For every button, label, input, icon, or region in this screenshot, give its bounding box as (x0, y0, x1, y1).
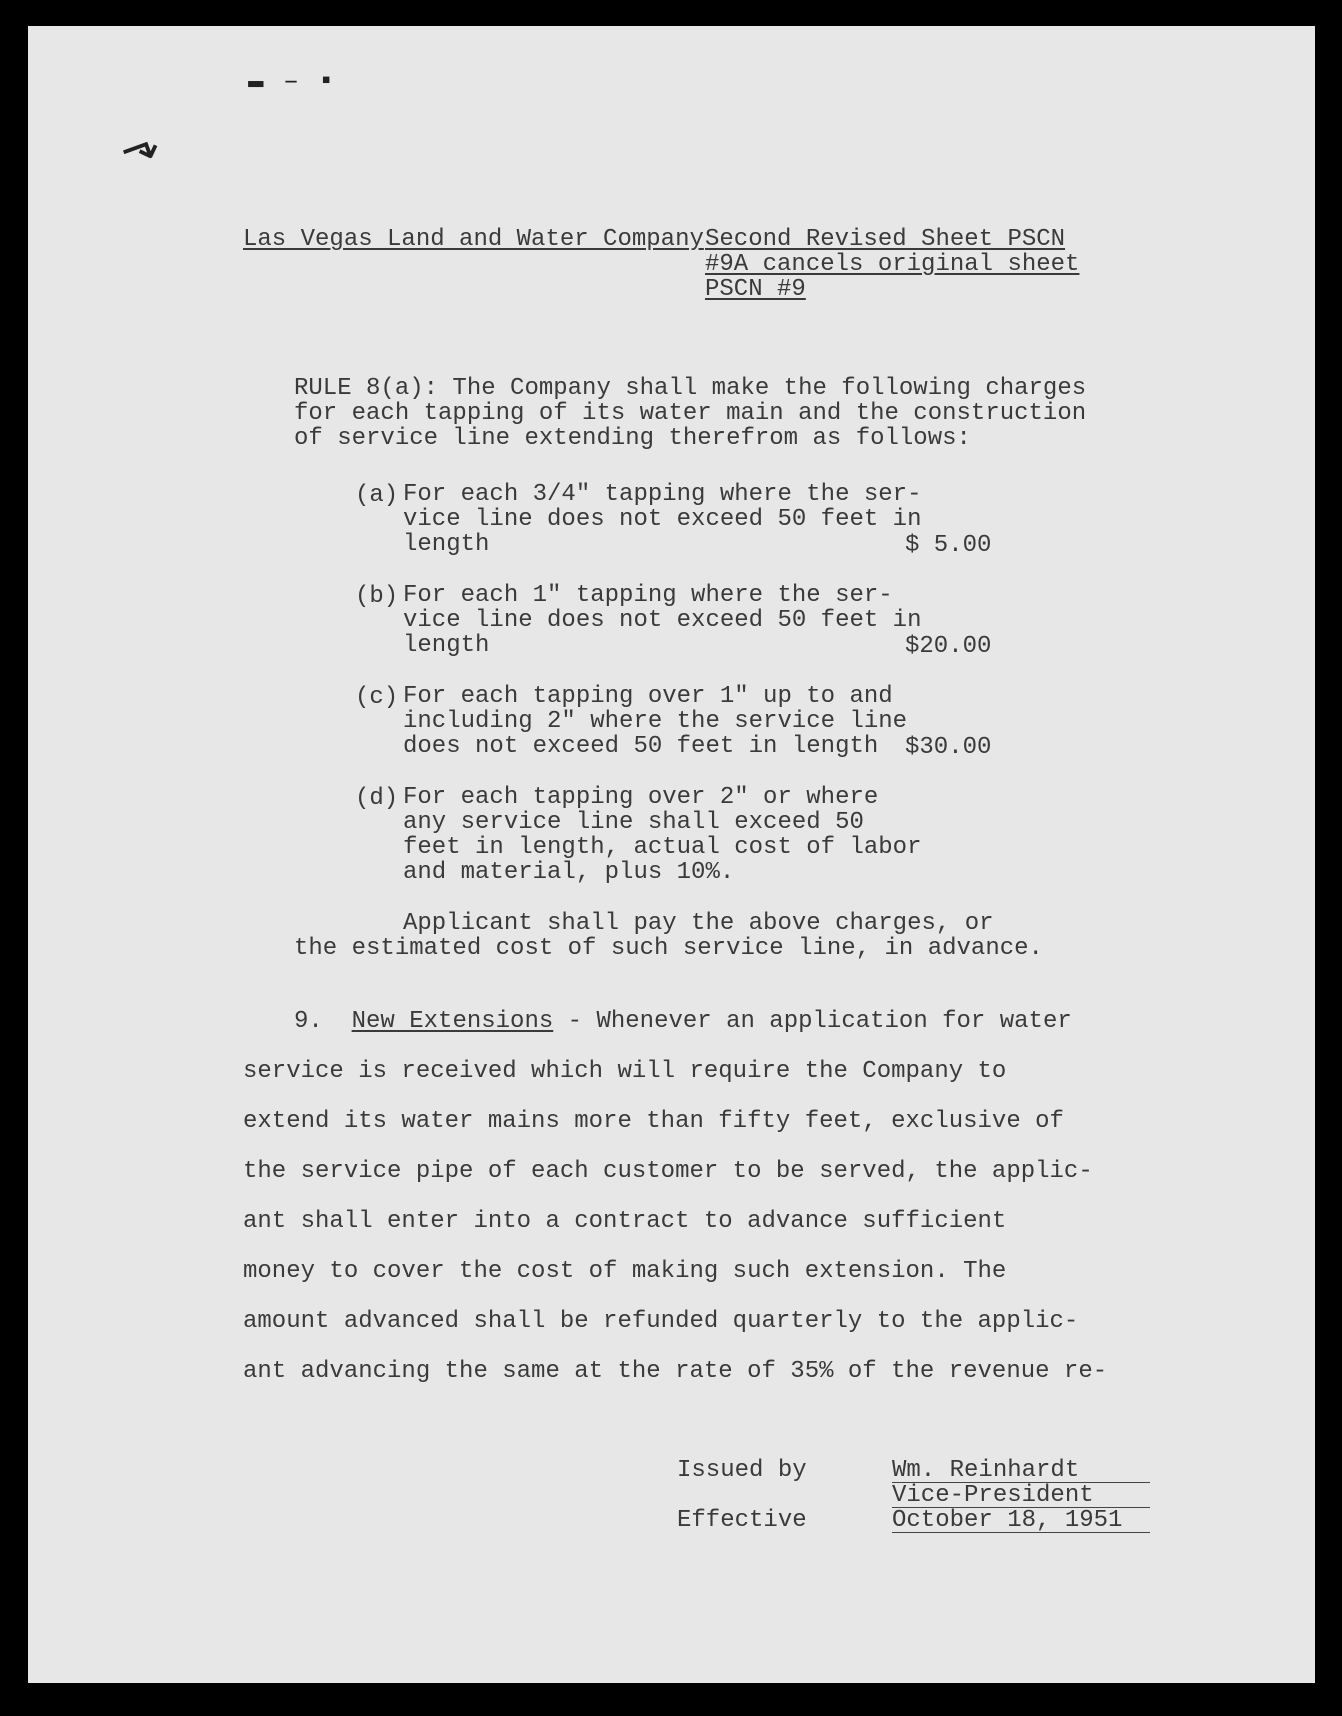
extensions-first-line (294, 1009, 1072, 1034)
stray-mark-corner: ⬎ (113, 117, 168, 180)
item-d-line: and material, plus 10%. (403, 859, 735, 886)
issued-by-name-blank (892, 1458, 1150, 1483)
item-c-line: does not exceed 50 feet in length (403, 733, 879, 760)
item-a-label: (a) (355, 482, 399, 509)
issuer-title (892, 1483, 1150, 1508)
extensions-line: money to cover the cost of making such extension. The (243, 1258, 1007, 1285)
item-a-line: For each 3/4" tapping where the ser- (403, 481, 922, 508)
advance-note-line-1: Applicant shall pay the above charges, or (403, 910, 994, 937)
sheet-line-3: PSCN #9 (705, 276, 806, 303)
item-c-line: including 2" where the service line (403, 708, 908, 735)
sheet-line-2: #9A cancels original sheet (705, 251, 1080, 278)
extensions-line: extend its water mains more than fifty feet, exclusive of (243, 1108, 1064, 1135)
item-a-price: $ 5.00 (905, 532, 992, 559)
extensions-first-line-rest: - Whenever an application for water (553, 1008, 1072, 1035)
item-b-line: For each 1" tapping where the ser- (403, 582, 893, 609)
document-page (28, 26, 1315, 1683)
item-d-line: For each tapping over 2" or where (403, 784, 879, 811)
item-b-line: vice line does not exceed 50 feet in (403, 607, 922, 634)
rule-line-1: RULE 8(a): The Company shall make the following charges (294, 375, 1087, 402)
item-d-line: feet in length, actual cost of labor (403, 834, 922, 861)
issued-by-name (892, 1458, 1150, 1483)
issued-by-name-text: Wm. Reinhardt (892, 1457, 1080, 1484)
rule-line-3: of service line extending therefrom as follows: (294, 425, 971, 452)
effective-date (892, 1508, 1150, 1533)
stray-mark-dash: ▬ ‒ ▪ (248, 66, 337, 96)
item-c-line: For each tapping over 1" up to and (403, 683, 893, 710)
issuer-title-text: Vice-President (892, 1482, 1094, 1509)
item-a-line: length (403, 531, 490, 558)
rule-line-2: for each tapping of its water main and the construction (294, 400, 1087, 427)
effective-date-text: October 18, 1951 (892, 1507, 1123, 1534)
item-b-label: (b) (355, 583, 399, 610)
company-name: Las Vegas Land and Water Company (243, 226, 704, 253)
item-b-line: length (403, 632, 490, 659)
extensions-heading: New Extensions (351, 1008, 554, 1035)
extensions-number: 9. (294, 1008, 323, 1035)
extensions-line: the service pipe of each customer to be served, the applic- (243, 1158, 1093, 1185)
item-c-label: (c) (355, 684, 399, 711)
extensions-line: ant shall enter into a contract to advance sufficient (243, 1208, 1007, 1235)
extensions-line: service is received which will require the Company to (243, 1058, 1007, 1085)
item-d-line: any service line shall exceed 50 (403, 809, 864, 836)
issued-by-label: Issued by (677, 1457, 807, 1484)
extensions-line: amount advanced shall be refunded quarterly to the applic- (243, 1308, 1079, 1335)
sheet-line-1: Second Revised Sheet PSCN (705, 226, 1066, 253)
item-d-label: (d) (355, 785, 399, 812)
effective-date-blank (892, 1508, 1150, 1533)
item-b-price: $20.00 (905, 633, 992, 660)
issuer-title-blank (892, 1483, 1150, 1508)
item-a-line: vice line does not exceed 50 feet in (403, 506, 922, 533)
advance-note-line-2: the estimated cost of such service line, in advance. (294, 935, 1043, 962)
item-c-price: $30.00 (905, 734, 992, 761)
effective-label: Effective (677, 1507, 807, 1534)
extensions-line: ant advancing the same at the rate of 35% of the revenue re- (243, 1358, 1108, 1385)
